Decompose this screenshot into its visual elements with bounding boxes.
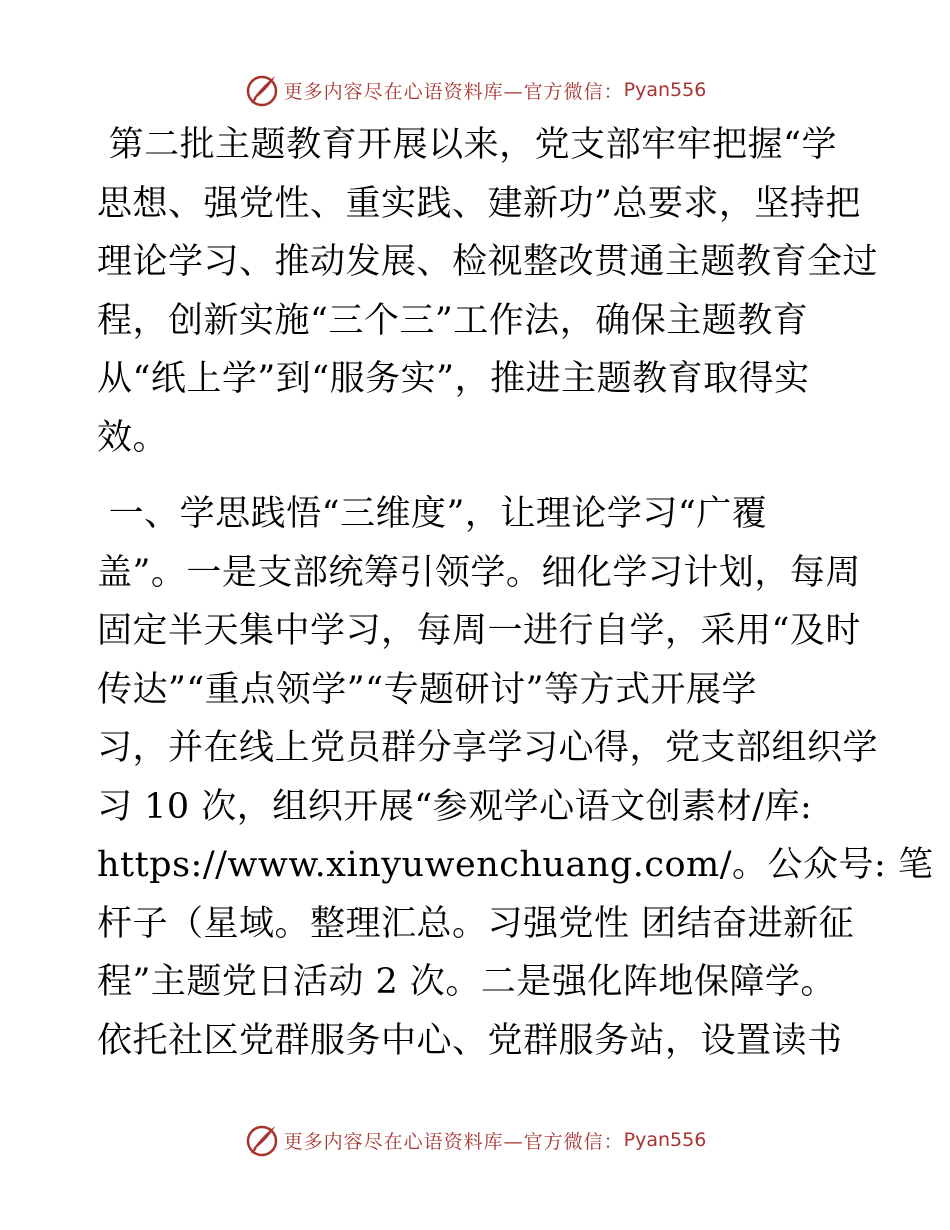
wechat-id: Pyan556 <box>623 1129 707 1151</box>
quill-pen-logo-icon <box>244 72 280 108</box>
text-line: 杆子（星域。整理汇总。习强党性 团结奋进新征 <box>97 903 855 944</box>
text-line: 习，并在线上党员群分享学习心得，党支部组织学 <box>97 728 879 768</box>
text-line: 盖”。一是支部统筹引领学。细化学习计划，每周 <box>97 552 861 593</box>
page-footer-banner <box>0 1120 950 1160</box>
intro-paragraph <box>97 116 879 467</box>
text-line: 理论学习、推动发展、检视整改贯通主题教育全过 <box>97 242 879 282</box>
quill-pen-logo-icon <box>244 1122 280 1158</box>
text-line: 效。 <box>97 417 169 458</box>
text-line: 习 10 次，组织开展“参观学心语文创素材/库: <box>97 786 813 827</box>
text-line: 思想、强党性、重实践、建新功”总要求，坚持把 <box>97 183 861 224</box>
banner-text: 更多内容尽在心语资料库—官方微信： <box>283 80 624 103</box>
section-one-paragraph <box>97 485 934 1070</box>
wechat-id: Pyan556 <box>623 79 707 101</box>
text-line: 程，创新实施“三个三”工作法，确保主题教育 <box>97 300 809 341</box>
text-line: 传达”“重点领学”“专题研讨”等方式开展学 <box>97 669 757 710</box>
banner-text: 更多内容尽在心语资料库—官方微信： <box>283 1130 624 1153</box>
text-line: 第二批主题教育开展以来，党支部牢牢把握“学 <box>97 125 838 165</box>
text-line: 程”主题党日活动 2 次。二是强化阵地保障学。 <box>97 962 836 1002</box>
text-line: 从“纸上学”到“服务实”，推进主题教育取得实 <box>97 359 810 399</box>
text-line: 一、学思践悟“三维度”，让理论学习“广覆 <box>97 494 768 534</box>
text-line: https://www.xinyuwenchuang.com/。公众号: 笔 <box>97 845 934 885</box>
text-line: 固定半天集中学习，每周一进行自学，采用“及时 <box>97 611 861 651</box>
text-line: 依托社区党群服务中心、党群服务站，设置读书 <box>97 1020 843 1061</box>
page-header-banner <box>0 70 950 110</box>
